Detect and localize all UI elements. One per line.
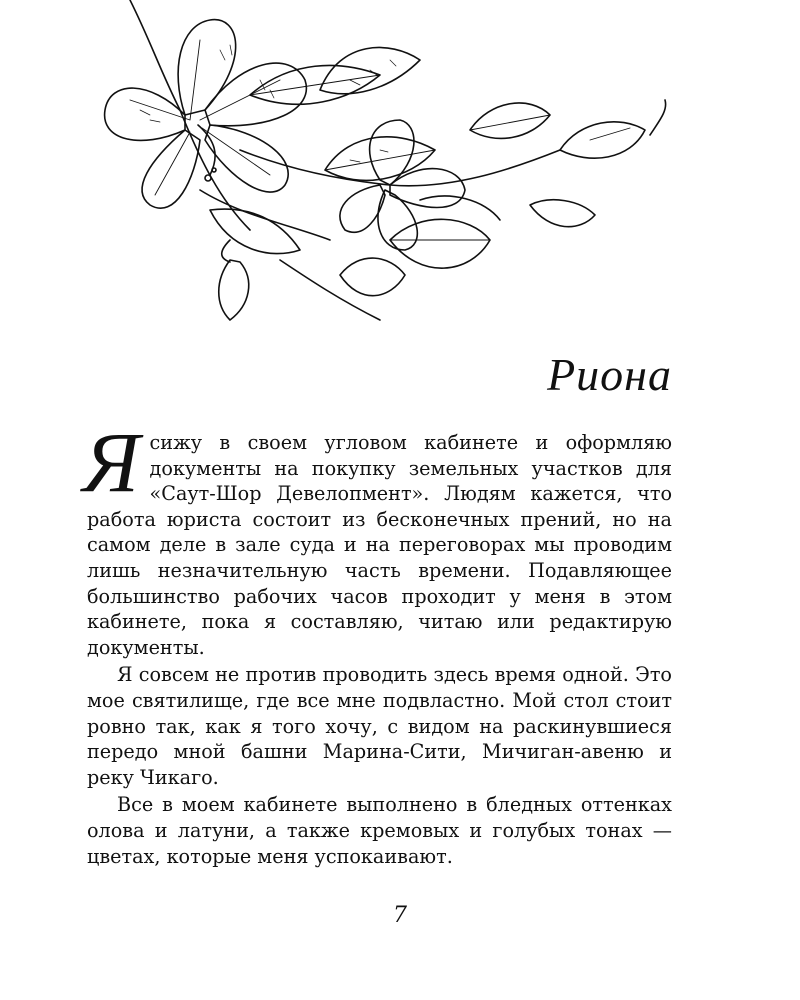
paragraph-1 xyxy=(83,414,672,660)
chapter-title: Риона xyxy=(547,349,672,400)
page-number: 7 xyxy=(393,903,407,928)
dropcap-letter: Я xyxy=(83,414,140,510)
paragraph-1-text: сижу в своем угловом кабинете и оформляю документы на покупку земельных участков для «Саут-Шор Девелопмент». Людям кажется, что работа юриста состоит из бесконечных прений, но на самом деле в зале суда и на переговорах мы проводим лишь незначительную часть времени. Подавляющее большинство рабочих часов проходит у меня в этом кабинете, пока я составляю, читаю или редактирую документы. xyxy=(87,431,672,659)
hibiscus-illustration xyxy=(90,0,670,345)
paragraph-2: Я совсем не против проводить здесь время одной. Это мое святилище, где все мне подвластно. Мой стол стоит ровно так, как я того хочу, с видом на раскинувшиеся передо мной башни Марина-Сити, Мичиган-авеню и реку Чикаго. xyxy=(87,663,672,789)
body-text xyxy=(83,414,672,869)
paragraph-3: Все в моем кабинете выполнено в бледных оттенках олова и латуни, а также кремовых и голубых тонах — цветах, которые меня успокаивают. xyxy=(87,793,672,868)
